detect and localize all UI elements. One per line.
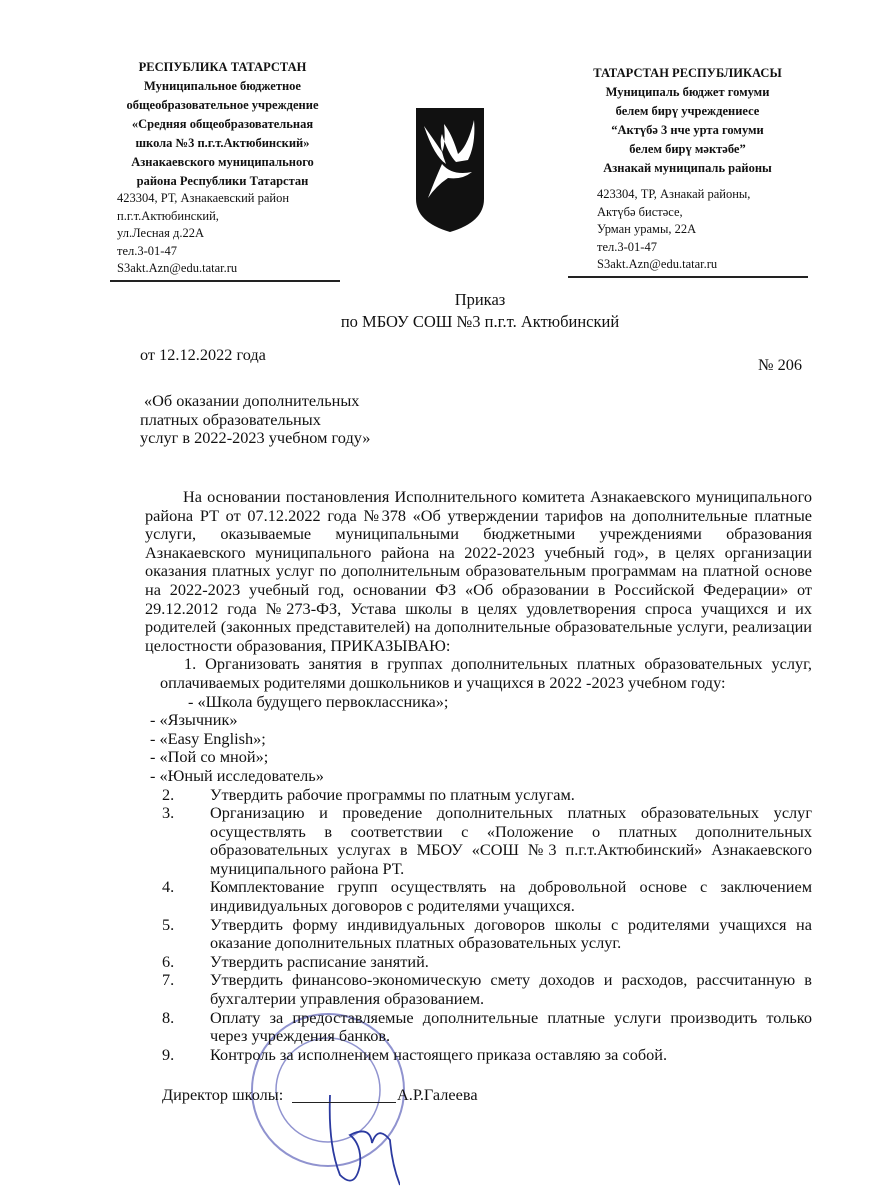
order-date: от 12.12.2022 года [140, 345, 266, 364]
address-line: тел.3-01-47 [597, 239, 657, 254]
numbered-item [162, 1009, 812, 1046]
org-line: РЕСПУБЛИКА ТАТАРСТАН [138, 60, 307, 74]
numbered-item [162, 878, 812, 915]
org-line: района Республики Татарстан [136, 174, 309, 188]
item-number: 4. [162, 877, 175, 897]
org-line: «Средняя общеобразовательная [131, 117, 314, 131]
email-text: S3akt.Azn@edu.tatar.ru [597, 257, 718, 271]
item-number: 7. [162, 970, 175, 990]
org-line: Муниципальное бюджетное [143, 79, 301, 93]
address-line: 423304, ТР, Азнакай районы, [597, 187, 751, 201]
header-right-org [570, 64, 805, 178]
signature-line [292, 1102, 396, 1103]
address-line: 423304, РТ, Азнакаевский район [117, 191, 290, 205]
org-line: Азнакай муниципаль районы [603, 161, 772, 175]
order-subject [140, 392, 370, 448]
order-body [145, 488, 812, 1108]
order-number: № 206 [758, 355, 803, 374]
item-text: Утвердить форму индивидуальных договоров школы с родителями учащихся на оказание дополнительных платных образовательных услуг. [210, 914, 812, 953]
org-line: белем бирү учреждениесе [615, 104, 760, 118]
org-line: белем бирү мәктәбе” [629, 142, 746, 156]
address-line: ул.Лесная д.22А [117, 226, 204, 240]
email-text: S3akt.Azn@edu.tatar.ru [117, 261, 238, 275]
service-item: - «Пой со мной»; [150, 747, 269, 767]
service-item: - «Школа будущего первоклассника»; [188, 691, 449, 711]
signature-row [162, 1086, 812, 1108]
subject-line: платных образовательных [140, 409, 321, 429]
item-number: 5. [162, 914, 175, 934]
service-item: - «Easy English»; [150, 728, 266, 748]
header-left-org [105, 58, 340, 191]
item-number: 9. [162, 1044, 175, 1064]
numbered-item [162, 916, 812, 953]
numbered-item [162, 1046, 812, 1065]
org-line: Муниципаль бюджет гомуми [605, 85, 770, 99]
item-text: Утвердить рабочие программы по платным услугам. [210, 784, 575, 804]
numbered-item [162, 804, 812, 878]
org-line: ТАТАРСТАН РЕСПУБЛИКАСЫ [593, 66, 782, 80]
address-line: Актүбә бистәсе, [597, 204, 683, 219]
order-title: Приказ [454, 290, 506, 309]
numbered-item [162, 971, 812, 1008]
header-left-address [117, 190, 289, 278]
service-item: - «Юный исследователь» [150, 765, 324, 785]
header-right-address [597, 186, 750, 274]
address-line: п.г.т.Актюбинский, [117, 208, 219, 223]
item-text: Контроль за исполнением настоящего приказа оставляю за собой. [210, 1044, 668, 1064]
org-line: Азнакаевского муниципального [131, 155, 314, 169]
service-item: - «Язычник» [150, 710, 238, 730]
signature-label: Директор школы: [162, 1085, 284, 1105]
item-text: Комплектование групп осуществлять на добровольной основе с заключением индивидуальных договоров с родителями учащихся. [210, 877, 812, 916]
item-1: 1. Организовать занятия в группах дополнительных платных образовательных услуг, оплачиваемых родителями дошкольников и учащихся в 2022 -2023 учебном году: [160, 654, 812, 692]
address-line: Урман урамы, 22А [597, 222, 697, 236]
item-text: Организацию и проведение дополнительных платных образовательных услуг осуществлять в соответствии с «Положение о платных дополнительных образовательных услугах в МБОУ «СОШ №3 п.г.т.Актюбинский» Азнакаевского муниципального района РТ. [210, 803, 812, 878]
numbered-item [162, 953, 812, 972]
preamble-paragraph: На основании постановления Исполнительного комитета Азнакаевского муниципального района РТ от 07.12.2022 года №378 «Об утверждении тарифов на дополнительные платные услуги, оказываемые муниципальными бюджетными учреждениями образования Азнакаевского муниципального района на 2022-2023 учебный год», в целях организации оказания платных услуг по дополнительным образовательным программам на платной основе на 2022-2023 учебный год, основании ФЗ «Об образовании в Российской Федерации» от 29.12.2012 года №273-ФЗ, Устава школы в целях удовлетворения спроса учащихся и их родителей (законных представителей) на дополнительные образовательные услуги, реализации целостности образования, ПРИКАЗЫВАЮ: [145, 487, 812, 655]
item-text: Утвердить расписание занятий. [210, 951, 429, 971]
item-number: 3. [162, 803, 175, 823]
numbered-item [162, 786, 812, 805]
org-line: “Актүбә 3 нче урта гомуми [611, 123, 764, 137]
item-number: 8. [162, 1007, 175, 1027]
signatory-name: А.Р.Галеева [397, 1085, 478, 1105]
header-left-rule [110, 280, 340, 282]
address-line: тел.3-01-47 [117, 243, 177, 258]
bird-shield-emblem-icon [412, 104, 488, 234]
order-subtitle: по МБОУ СОШ №3 п.г.т. Актюбинский [340, 312, 620, 331]
org-line: школа №3 п.г.т.Актюбинский» [135, 136, 310, 150]
org-line: общеобразовательное учреждение [126, 98, 319, 112]
subject-line: «Об оказании дополнительных [144, 391, 360, 410]
subject-line: услуг в 2022-2023 учебном году» [140, 428, 371, 448]
item-text: Утвердить финансово-экономическую смету доходов и расходов, рассчитанную в бухгалтерии управления образованием. [210, 970, 812, 1009]
item-text: Оплату за предоставляемые дополнительные платные услуги производить только через учреждения банков. [210, 1007, 812, 1046]
item-number: 2. [162, 784, 175, 804]
header-right-rule [568, 276, 808, 278]
item-number: 6. [162, 951, 175, 971]
